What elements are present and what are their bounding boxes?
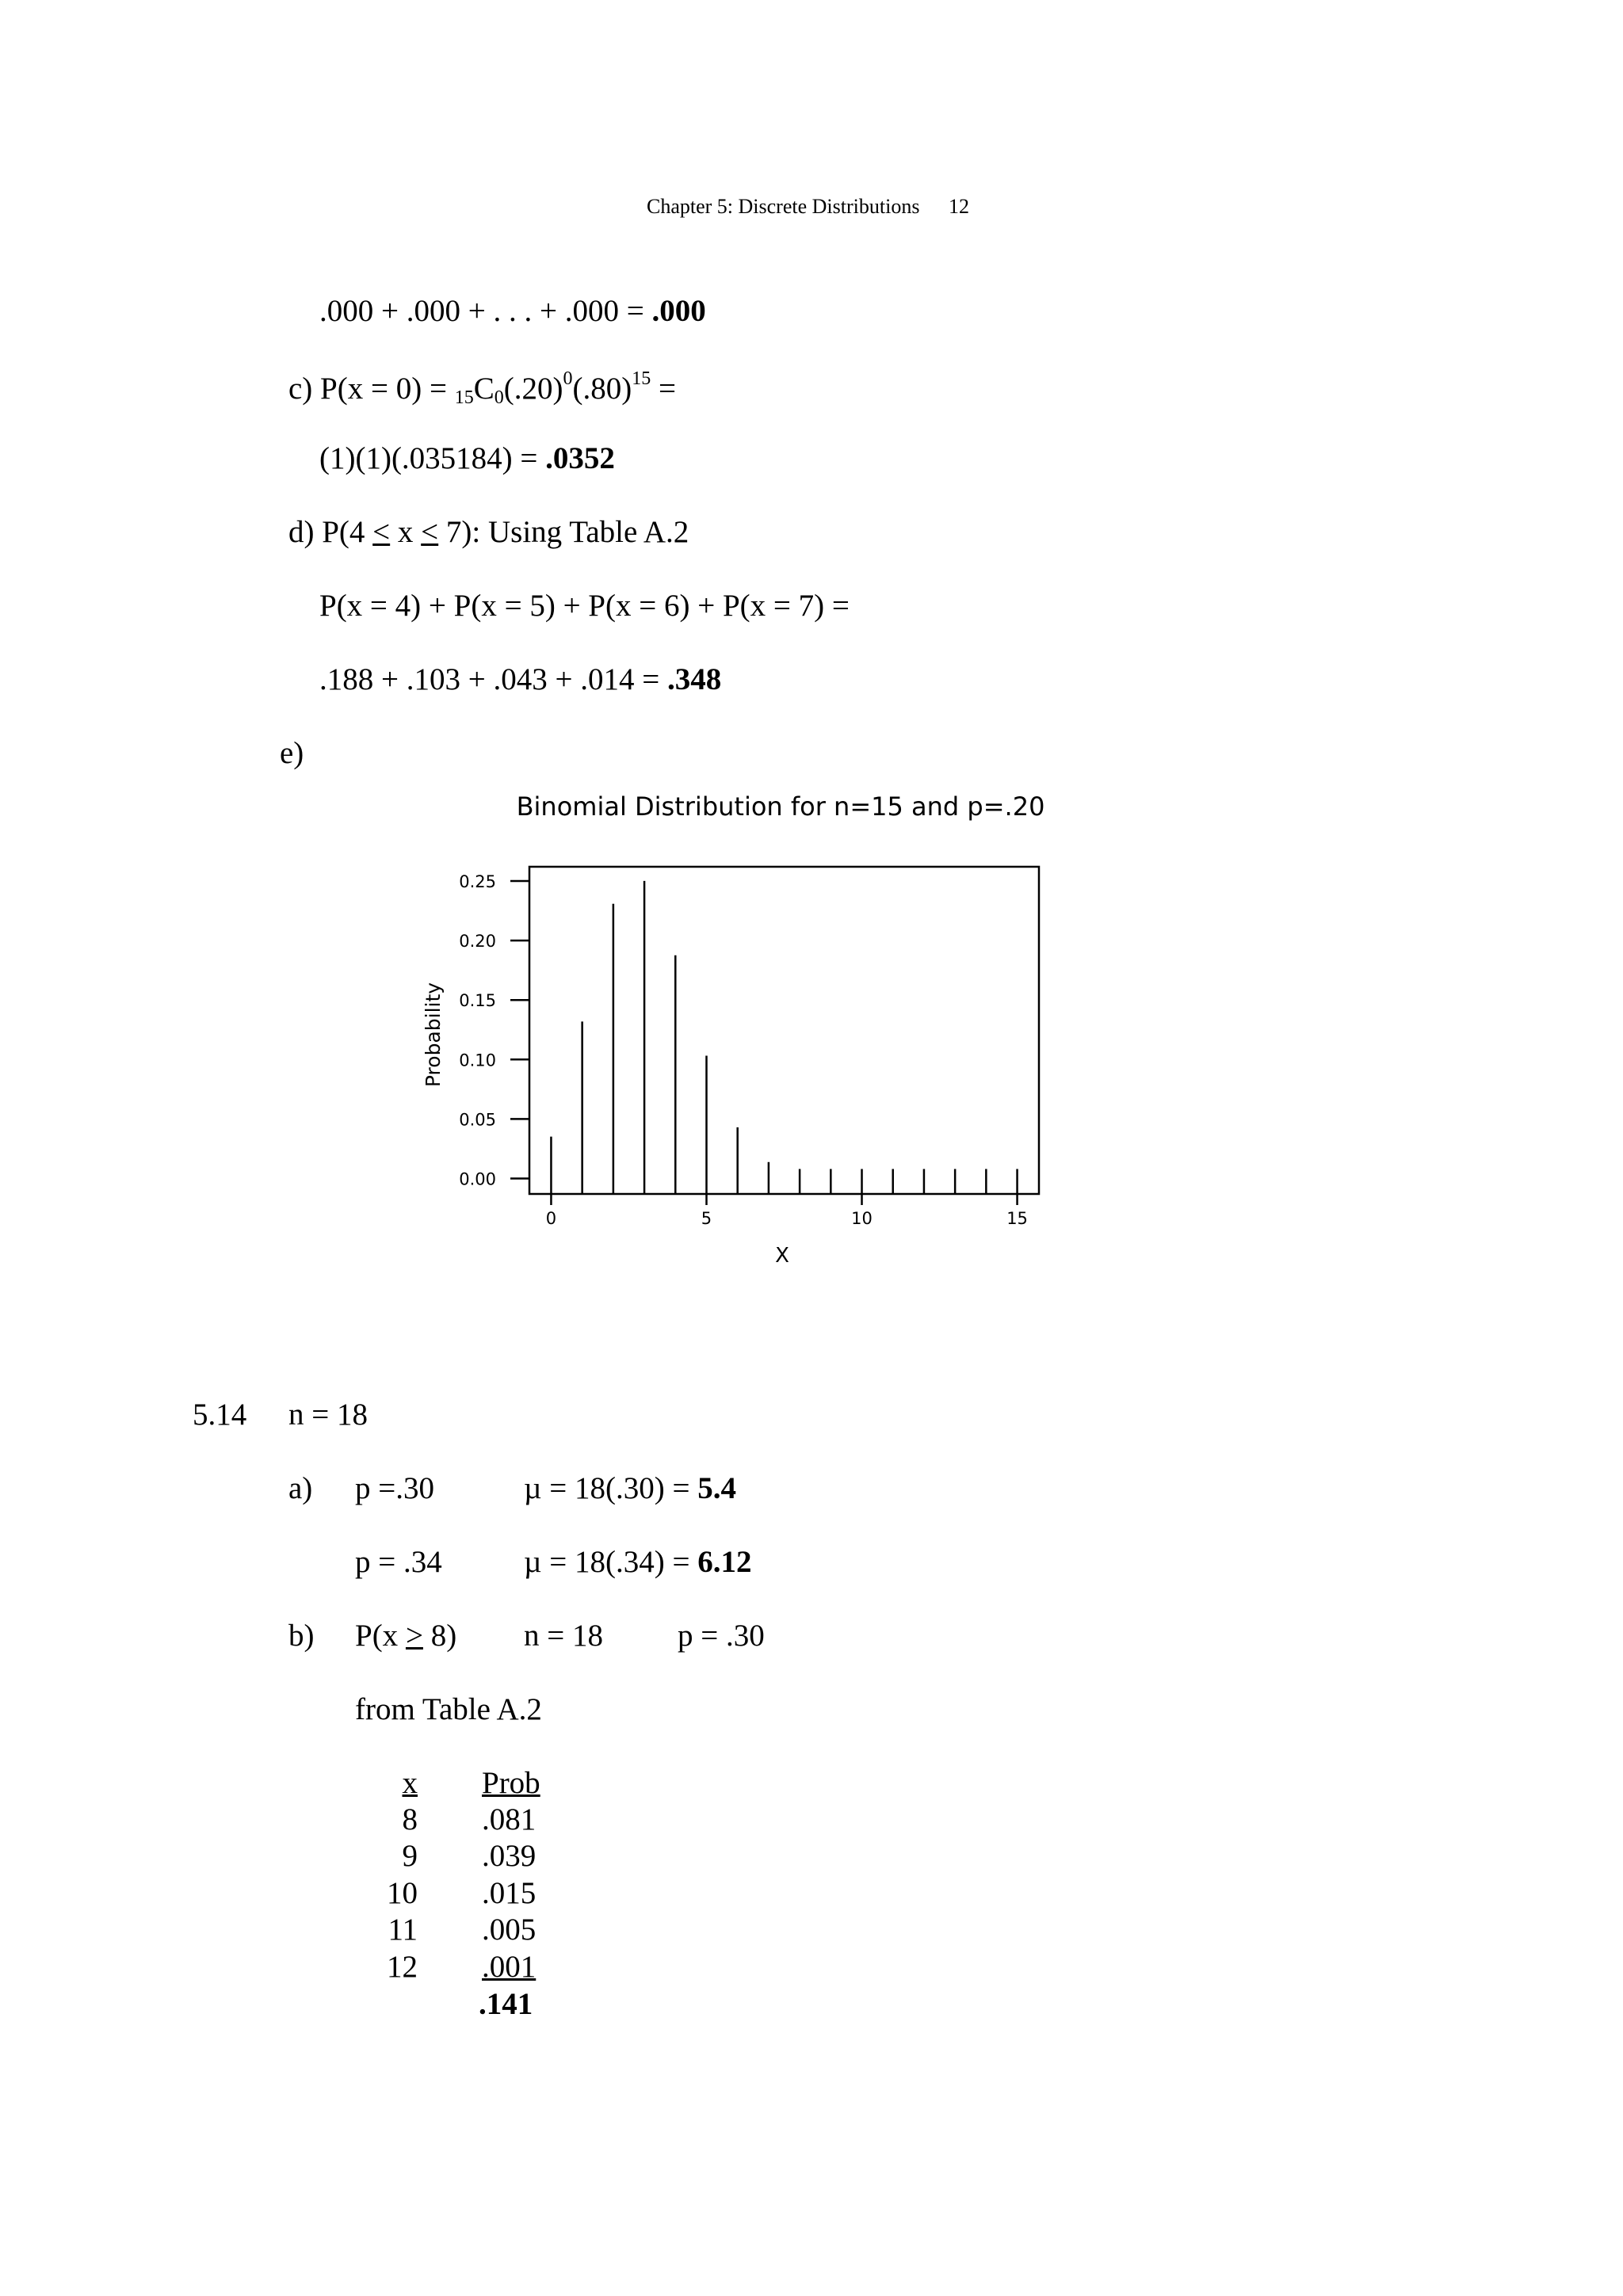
y-tick-label: 0.00 xyxy=(459,1169,496,1189)
mean1-expr: µ = 18(.30) = xyxy=(524,1471,698,1505)
table-x: 11 xyxy=(388,1913,418,1947)
comb-c: C xyxy=(473,372,495,406)
ge-symbol: > xyxy=(405,1619,423,1653)
x-axis xyxy=(546,1194,1028,1228)
chapter-title: Chapter 5: Discrete Distributions xyxy=(647,195,920,218)
y-tick-label: 0.05 xyxy=(459,1110,496,1130)
y-tick-label: 0.10 xyxy=(459,1051,496,1070)
part-b-n: n = 18 xyxy=(524,1619,603,1653)
part-a-label: a) xyxy=(288,1471,313,1505)
y-axis-label: Probability xyxy=(422,982,445,1088)
le-symbol-2: < xyxy=(421,515,439,549)
x-tick-label: 15 xyxy=(1006,1209,1028,1228)
part-d-values: .188 + .103 + .043 + .014 = xyxy=(319,662,667,696)
comb-n: 15 xyxy=(454,387,474,408)
y-tick-label: 0.25 xyxy=(459,872,496,892)
part-d-p1: d) P(4 xyxy=(288,515,373,549)
mean2-expr: µ = 18(.34) = xyxy=(524,1545,698,1579)
page-number: 12 xyxy=(948,195,969,218)
chart-title: Binomial Distribution for n=15 and p=.20 xyxy=(516,791,1045,822)
problem-n: n = 18 xyxy=(288,1398,368,1432)
sum-expression: .000 + .000 + . . . + .000 = xyxy=(319,294,652,328)
table-x: 9 xyxy=(402,1839,418,1873)
part-a-mean1 xyxy=(524,1473,736,1504)
part-b-p2: 8) xyxy=(422,1619,457,1653)
equals: = xyxy=(651,372,676,406)
base-q: (.80) xyxy=(572,372,632,406)
part-d-p2: x xyxy=(390,515,422,549)
table-prob: .039 xyxy=(482,1839,537,1873)
table-prob: .081 xyxy=(482,1802,537,1836)
table-x: 12 xyxy=(387,1950,418,1984)
part-b-p1: P(x xyxy=(355,1619,406,1653)
part-c-product: (1)(1)(.035184) = xyxy=(319,441,546,475)
part-d-result: .348 xyxy=(666,662,722,696)
x-tick-label: 10 xyxy=(851,1209,873,1228)
table-prob: .001 xyxy=(482,1950,537,1984)
x-tick-label: 5 xyxy=(701,1209,712,1228)
x-tick-label: 0 xyxy=(545,1209,557,1228)
table-prob: .005 xyxy=(482,1913,537,1947)
part-c-label: c) P(x = 0) = xyxy=(288,372,455,406)
le-symbol-1: < xyxy=(372,515,391,549)
table-header-prob: Prob xyxy=(482,1766,540,1800)
exp-x: 0 xyxy=(563,368,573,389)
table-source: from Table A.2 xyxy=(355,1692,542,1726)
table-header-x: x xyxy=(402,1766,418,1800)
y-tick-label: 0.15 xyxy=(459,991,496,1011)
problem-number: 5.14 xyxy=(193,1398,247,1432)
y-axis xyxy=(459,872,529,1188)
x-axis-label: X xyxy=(775,1244,789,1268)
table-prob: .015 xyxy=(482,1876,537,1910)
part-b-label: b) xyxy=(288,1619,315,1653)
part-d-sum-terms: P(x = 4) + P(x = 5) + P(x = 6) + P(x = 7) = xyxy=(319,589,850,623)
part-a-mean2 xyxy=(524,1547,751,1577)
part-a-p1: p =.30 xyxy=(355,1471,434,1505)
comb-k: 0 xyxy=(494,387,504,408)
probability-spikes xyxy=(551,881,1017,1194)
mean1-result: 5.4 xyxy=(697,1471,736,1505)
table-x: 8 xyxy=(402,1802,418,1836)
table-x: 10 xyxy=(387,1876,418,1910)
mean2-result: 6.12 xyxy=(697,1545,752,1579)
table-total: .141 xyxy=(479,1987,533,2021)
part-d-p3: 7): Using Table A.2 xyxy=(438,515,689,549)
base-p: (.20) xyxy=(503,372,563,406)
y-tick-label: 0.20 xyxy=(459,932,496,952)
part-b-p: p = .30 xyxy=(678,1619,765,1653)
exp-nx: 15 xyxy=(632,368,651,389)
plot-frame xyxy=(529,867,1039,1194)
sum-result: .000 xyxy=(651,294,706,328)
part-a-p2: p = .34 xyxy=(355,1545,442,1579)
part-c-result: .0352 xyxy=(545,441,615,475)
part-b-prob xyxy=(355,1620,456,1651)
part-e-label: e) xyxy=(280,736,304,770)
